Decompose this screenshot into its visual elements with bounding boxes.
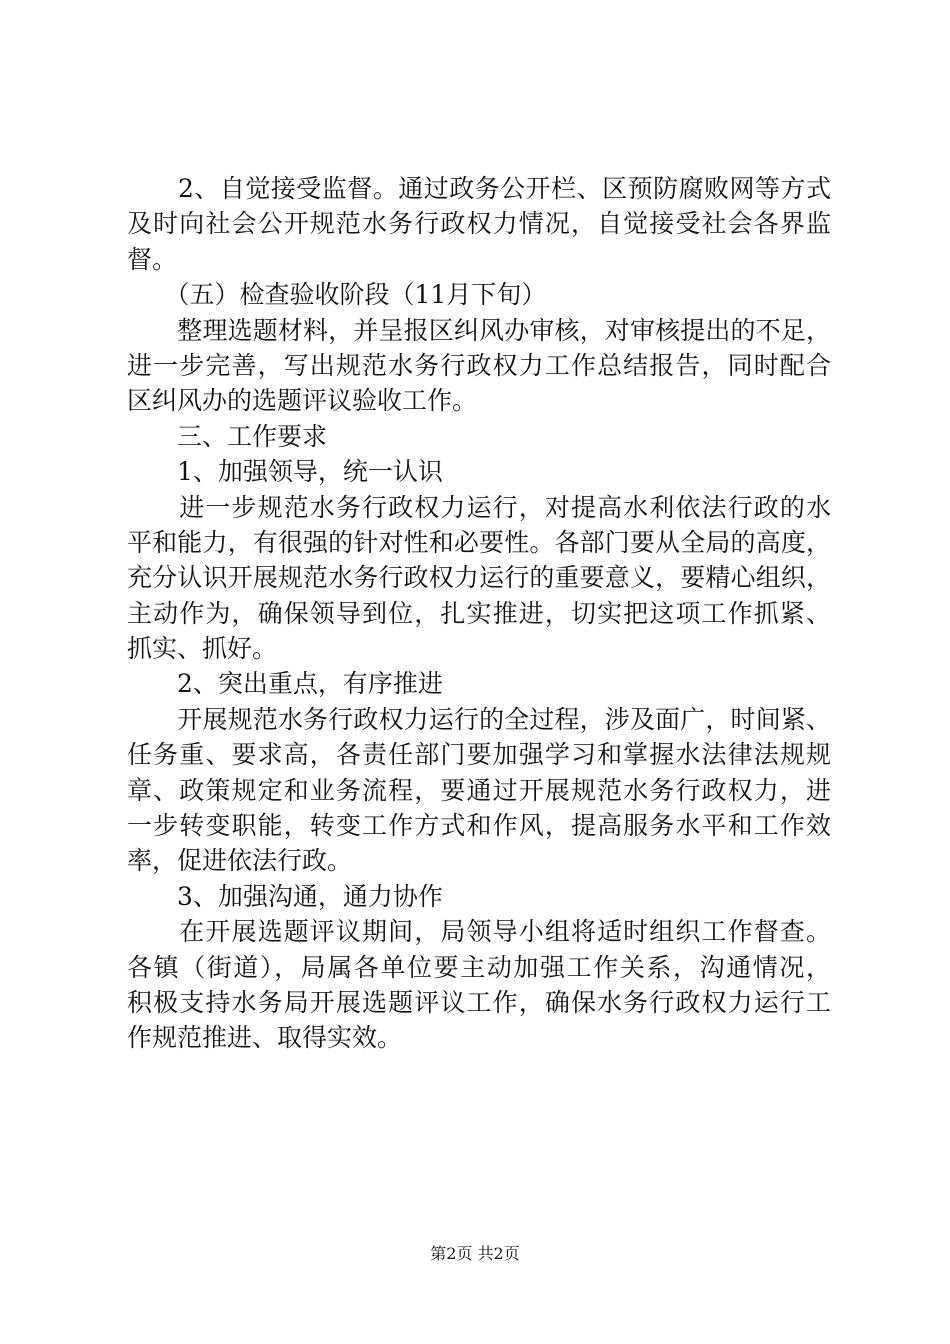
section-heading: 三、工作要求 xyxy=(127,421,328,451)
page-number-footer: 第2页 共2页 xyxy=(430,1244,520,1263)
text-line: 章、政策规定和业务流程，要通过开展规范水务行政权力，进 xyxy=(127,775,831,805)
text-line: 一步转变职能，转变工作方式和作风，提高服务水平和工作效 xyxy=(127,811,831,841)
document-body xyxy=(127,171,831,1056)
subsection-heading: 3、加强沟通，通力协作 xyxy=(127,881,443,911)
text-line: 整理选题材料，并呈报区纠风办审核，对审核提出的不足， xyxy=(127,315,831,345)
text-line: 任务重、要求高，各责任部门要加强学习和掌握水法律法规规 xyxy=(127,740,831,770)
subsection-heading: 1、加强领导，统一认识 xyxy=(127,457,443,487)
text-line: 充分认识开展规范水务行政权力运行的重要意义，要精心组织， xyxy=(127,563,831,593)
text-line: 平和能力，有很强的针对性和必要性。各部门要从全局的高度， xyxy=(127,527,831,557)
subsection-heading: 2、突出重点，有序推进 xyxy=(127,669,443,699)
text-line: 作规范推进、取得实效。 xyxy=(127,1023,403,1053)
text-line: 各镇（街道），局属各单位要主动加强工作关系，沟通情况， xyxy=(127,952,831,982)
text-line: 进一步完善，写出规范水务行政权力工作总结报告，同时配合 xyxy=(127,350,831,380)
text-line: 率，促进依法行政。 xyxy=(127,846,353,876)
section-heading: （五）检查验收阶段（11月下旬） xyxy=(127,280,547,310)
text-line: 督。 xyxy=(127,244,178,274)
text-line: 开展规范水务行政权力运行的全过程，涉及面广，时间紧、 xyxy=(127,704,831,734)
text-line: 积极支持水务局开展选题评议工作，确保水务行政权力运行工 xyxy=(127,987,831,1017)
text-line: 主动作为，确保领导到位，扎实推进，切实把这项工作抓紧、 xyxy=(127,598,831,628)
text-line: 及时向社会公开规范水务行政权力情况，自觉接受社会各界监 xyxy=(127,209,831,239)
text-line: 2、自觉接受监督。通过政务公开栏、区预防腐败网等方式 xyxy=(127,174,831,203)
text-line: 抓实、抓好。 xyxy=(127,634,278,664)
text-line: 进一步规范水务行政权力运行，对提高水利依法行政的水 xyxy=(127,492,831,522)
text-line: 区纠风办的选题评议验收工作。 xyxy=(127,386,478,416)
text-line: 在开展选题评议期间，局领导小组将适时组织工作督查。 xyxy=(127,917,831,947)
